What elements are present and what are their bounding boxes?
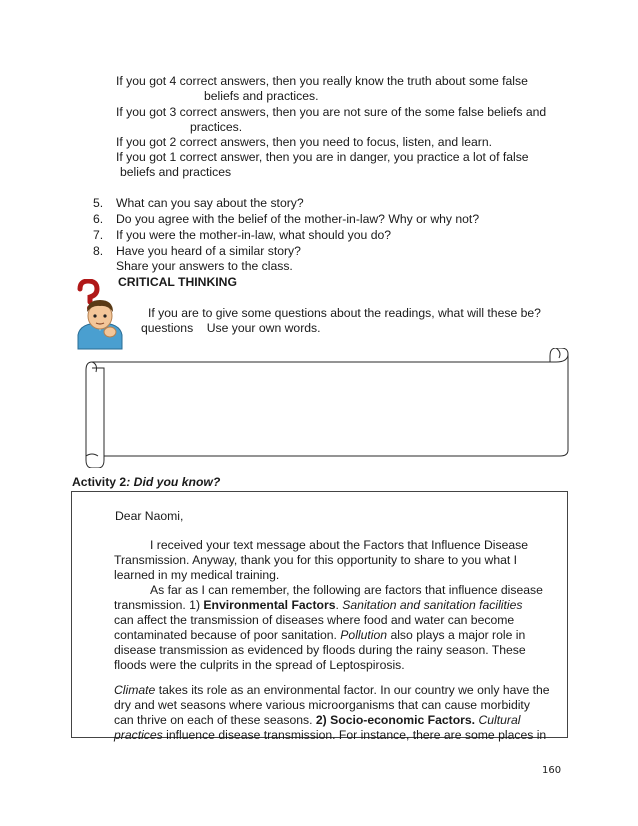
text-run: takes its role as an environmental factor. In our country we only have the [155,683,550,697]
letter-p2-line6: floods were the culprits in the spread of Leptospirosis. [114,658,405,672]
question-number: 5. [93,196,104,210]
question-text: Do you agree with the belief of the mother-in-law? Why or why not? [116,212,480,226]
scoring-4-line1: If you got 4 correct answers, then you really know the truth about some false [116,74,528,88]
critical-instruction-line1: If you are to give some questions about the readings, what will these be? [148,306,541,320]
share-instruction: Share your answers to the class. [116,259,293,273]
text-run: contaminated because of poor sanitation. [114,628,341,642]
activity-label: Activity 2 [72,475,127,489]
letter-p2-line5: disease transmission as evidenced by floods during the rainy season. These [114,643,526,657]
activity-title: : Did you know? [126,475,221,489]
question-text: Have you heard of a similar story? [116,244,301,258]
question-text: What can you say about the story? [116,196,304,210]
question-text: If you were the mother-in-law, what should you do? [116,228,392,242]
letter-p1-line1: I received your text message about the Factors that Influence Disease [150,538,529,552]
page-number: 160 [542,765,562,776]
letter-p2-line3: can affect the transmission of diseases where food and water can become [114,613,515,627]
environmental-factors-term: Environmental Factors [203,598,336,612]
letter-p2-line1: As far as I can remember, the following are factors that influence disease [150,583,543,597]
letter-salutation: Dear Naomi, [115,509,184,523]
text-run: can thrive on each of these seasons. [114,713,316,727]
practices-term: practices [114,728,163,742]
scoring-1-line1: If you got 1 correct answer, then you are in danger, you practice a lot of false [116,150,529,164]
text-run: transmission. 1) [114,598,204,612]
cultural-term: Cultural [478,713,521,727]
letter-p3-line1 [114,683,550,698]
scoring-4-line2: beliefs and practices. [204,89,319,103]
critical-thinking-heading: CRITICAL THINKING [118,275,237,289]
letter-p1-line2: Transmission. Anyway, thank you for this opportunity to share to you what I [114,553,518,567]
letter-p3-line4 [114,728,546,743]
socio-economic-term: 2) Socio-economic Factors. [315,713,476,727]
question-number: 6. [93,212,104,226]
letter-p3-line2: dry and wet seasons where various microorganisms that can cause morbidity [114,698,530,712]
letter-p1-line3: learned in my medical training. [114,568,280,582]
sanitation-term: Sanitation and sanitation facilities [342,598,523,612]
activity-heading [72,475,220,490]
scoring-3-line2: practices. [190,120,243,134]
question-number: 8. [93,244,104,258]
letter-p2-line2 [114,598,522,613]
pollution-term: Pollution [340,628,388,642]
text-run: influence disease transmission. For instance, there are some places in [162,728,547,742]
scoring-1-line2: beliefs and practices [120,165,232,179]
answer-scroll [82,348,574,468]
critical-instruction-line2: questions Use your own words. [141,321,321,335]
scoring-3-line1: If you got 3 correct answers, then you are not sure of the some false beliefs and [116,105,547,119]
climate-term: Climate [114,683,156,697]
letter-p3-line3 [114,713,520,728]
scoring-2-line1: If you got 2 correct answers, then you need to focus, listen, and learn. [116,135,492,149]
letter-p2-line4 [114,628,525,643]
question-number: 7. [93,228,104,242]
text-run: also plays a major role in [387,628,526,642]
text-run: . [335,598,343,612]
